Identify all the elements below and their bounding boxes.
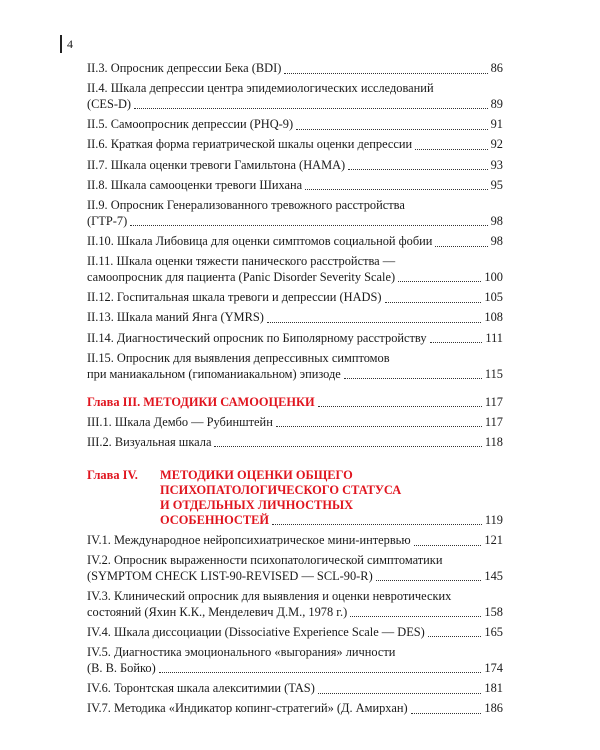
toc-page: 165 [484, 624, 503, 639]
toc-entry-iv-1[interactable]: IV.1. Международное нейропсихиатрическое мини-интервью 121 [87, 533, 503, 548]
toc-page: 174 [484, 660, 503, 675]
dot-leader [350, 616, 481, 617]
dot-leader [134, 108, 488, 109]
toc-entry-ii-10[interactable]: II.10. Шкала Либовица для оценки симптомов социальной фобии 98 [87, 234, 503, 249]
toc-page: 98 [490, 213, 503, 228]
toc-entry-iv-6[interactable]: IV.6. Торонтская шкала алекситимии (TAS) 181 [87, 681, 503, 696]
toc-page: 105 [484, 290, 503, 305]
toc-entry-ii-8[interactable]: II.8. Шкала самооценки тревоги Шихана 95 [87, 177, 503, 192]
dot-leader [411, 713, 482, 714]
toc-page: 98 [490, 234, 503, 249]
page-number: 4 [67, 36, 73, 51]
toc-entry-ii-14[interactable]: II.14. Диагностический опросник по Биполярному расстройству 111 [87, 330, 503, 345]
dot-leader [272, 524, 482, 525]
dot-leader [305, 189, 487, 190]
toc-page: 181 [484, 681, 503, 696]
toc-page: 117 [484, 394, 503, 409]
toc-entry-ii-12[interactable]: II.12. Госпитальная шкала тревоги и депрессии (HADS) 105 [87, 290, 503, 305]
toc-entry-iii-1[interactable]: III.1. Шкала Дембо — Рубинштейн 117 [87, 414, 503, 429]
toc-page: 95 [490, 177, 503, 192]
toc-entry-ii-11[interactable]: II.11. Шкала оценки тяжести панического расстройства — самоопросник для пациента (Panic Disorder Severity Scale) 100 [87, 254, 503, 284]
toc-entry-ii-3[interactable]: II.3. Опросник депрессии Бека (BDI) 86 [87, 61, 503, 75]
toc-entry-iii-2[interactable]: III.2. Визуальная шкала 118 [87, 434, 503, 449]
page-header [60, 35, 73, 53]
dot-leader [344, 378, 482, 379]
toc-entry-iv-3[interactable]: IV.3. Клинический опросник для выявления и оценки невротических состояний (Яхин К.К., Менделевич Д.М., 1978 г.) 158 [87, 589, 503, 619]
dot-leader [318, 406, 482, 407]
chapter-label: Глава IV. [87, 468, 138, 483]
toc-chapter-iv[interactable]: Глава IV. МЕТОДИКИ ОЦЕНКИ ОБЩЕГО ПСИХОПАТОЛОГИЧЕСКОГО СТАТУСА И ОТДЕЛЬНЫХ ЛИЧНОСТНЫХ ОСОБЕННОСТЕЙ 119 [87, 468, 503, 528]
toc-page: 111 [485, 330, 503, 345]
dot-leader [385, 302, 482, 303]
dot-leader [318, 693, 482, 694]
spacer [87, 455, 503, 468]
toc-page: 117 [484, 414, 503, 429]
dot-leader [435, 246, 487, 247]
toc-entry-ii-7[interactable]: II.7. Шкала оценки тревоги Гамильтона (HAMA) 93 [87, 157, 503, 172]
dot-leader [214, 446, 481, 447]
toc-page: 92 [490, 137, 503, 152]
dot-leader [130, 225, 487, 226]
toc-entry-ii-5[interactable]: II.5. Самоопросник депрессии (PHQ-9) 91 [87, 117, 503, 132]
header-bar [60, 35, 62, 53]
toc-page: 100 [484, 269, 503, 284]
dot-leader [415, 149, 487, 150]
toc-page: 186 [484, 701, 503, 716]
toc-entry-ii-4[interactable]: II.4. Шкала депрессии центра эпидемиологических исследований (CES-D) 89 [87, 81, 503, 111]
dot-leader [414, 545, 482, 546]
dot-leader [430, 342, 483, 343]
toc-page: 91 [490, 117, 503, 132]
toc-page: 93 [490, 157, 503, 172]
toc-page: 115 [484, 366, 503, 381]
toc-page: 121 [484, 533, 503, 548]
toc-entry-iv-2[interactable]: IV.2. Опросник выраженности психопатологической симптоматики (SYMPTOM CHECK LIST-90-REVISED — SCL-90-R) 145 [87, 553, 503, 583]
toc-entry-ii-15[interactable]: II.15. Опросник для выявления депрессивных симптомов при маниакальном (гипоманиакальном) эпизоде 115 [87, 351, 503, 381]
dot-leader [428, 636, 482, 637]
toc-entry-iv-5[interactable]: IV.5. Диагностика эмоционального «выгорания» личности (В. В. Бойко) 174 [87, 645, 503, 675]
toc-page: 89 [490, 96, 503, 111]
toc-page: 119 [484, 513, 503, 528]
toc-entry-ii-6[interactable]: II.6. Краткая форма гериатрической шкалы оценки депрессии 92 [87, 137, 503, 152]
dot-leader [376, 580, 482, 581]
dot-leader [296, 129, 488, 130]
toc-page: 158 [484, 604, 503, 619]
dot-leader [284, 73, 487, 74]
dot-leader [159, 672, 482, 673]
toc-page: 108 [484, 310, 503, 325]
toc-entry-ii-13[interactable]: II.13. Шкала маний Янга (YMRS) 108 [87, 310, 503, 325]
toc-chapter-iii[interactable]: Глава III. МЕТОДИКИ САМООЦЕНКИ 117 [87, 394, 503, 409]
table-of-contents [87, 61, 503, 722]
toc-entry-iv-4[interactable]: IV.4. Шкала диссоциации (Dissociative Experience Scale — DES) 165 [87, 624, 503, 639]
toc-entry-iv-7[interactable]: IV.7. Методика «Индикатор копинг-стратегий» (Д. Амирхан) 186 [87, 701, 503, 716]
toc-entry-ii-9[interactable]: II.9. Опросник Генерализованного тревожного расстройства (ГТР-7) 98 [87, 198, 503, 228]
toc-page: 86 [490, 61, 503, 75]
toc-page: 118 [484, 434, 503, 449]
spacer [87, 387, 503, 395]
toc-page: 145 [484, 568, 503, 583]
dot-leader [348, 169, 487, 170]
dot-leader [276, 426, 482, 427]
dot-leader [267, 322, 482, 323]
dot-leader [398, 281, 481, 282]
